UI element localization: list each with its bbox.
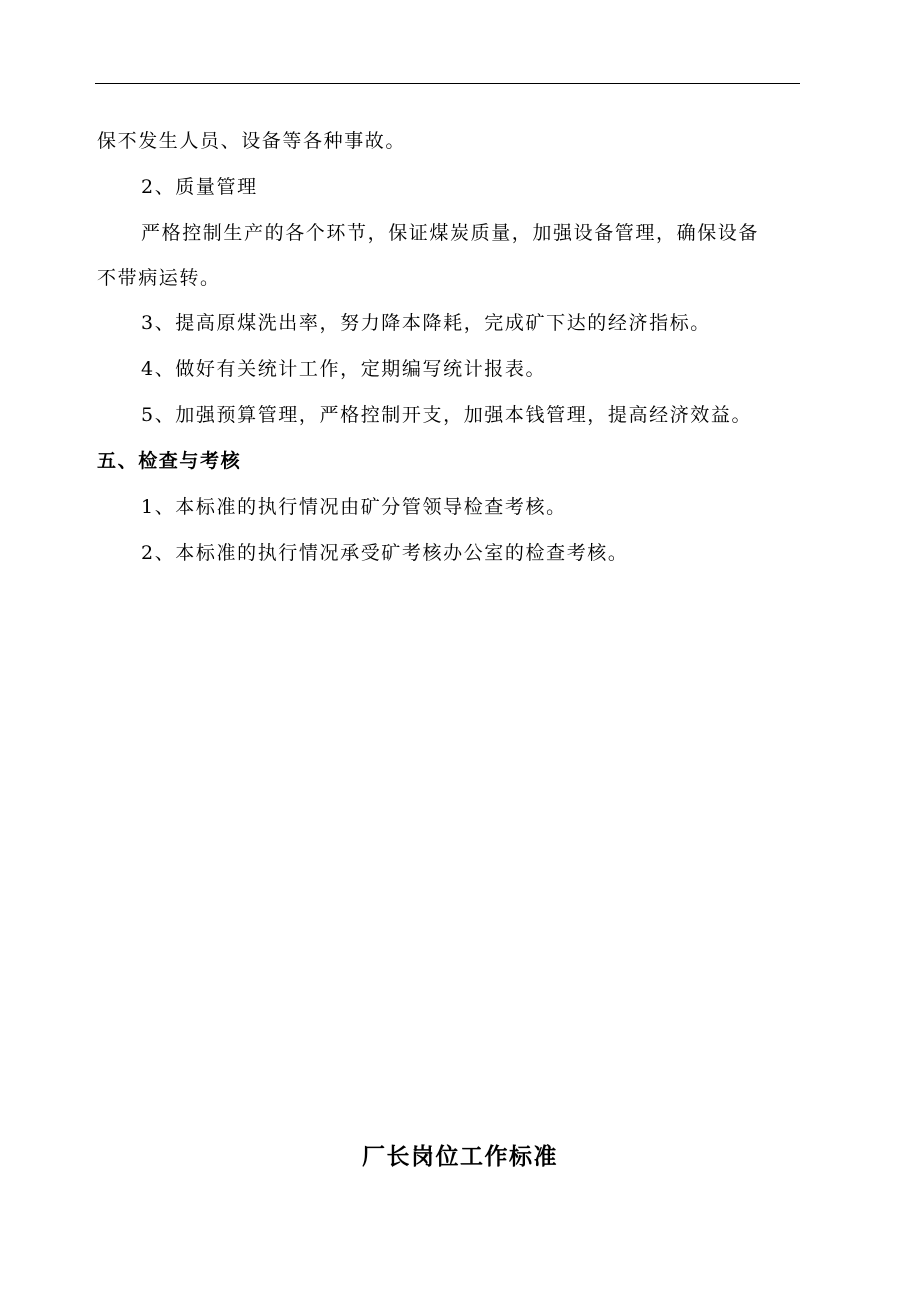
body-line-quality-control-cont: 不带病运转。 — [97, 267, 221, 289]
list-item-5: 5、加强预算管理，严格控制开支，加强本钱管理，提高经济效益。 — [141, 404, 753, 426]
header-rule — [95, 83, 800, 84]
list-item-3: 3、提高原煤洗出率，努力降本降耗，完成矿下达的经济指标。 — [141, 312, 711, 334]
section5-item-1: 1、本标准的执行情况由矿分管领导检查考核。 — [141, 496, 567, 518]
section5-item-2: 2、本标准的执行情况承受矿考核办公室的检查考核。 — [141, 542, 629, 564]
subheading-quality-management: 2、质量管理 — [141, 176, 258, 198]
body-line-continuation: 保不发生人员、设备等各种事故。 — [97, 130, 407, 152]
next-document-title: 厂长岗位工作标准 — [362, 1144, 558, 1170]
list-item-4: 4、做好有关统计工作，定期编写统计报表。 — [141, 358, 547, 380]
body-line-quality-control: 严格控制生产的各个环节，保证煤炭质量，加强设备管理，确保设备 — [141, 222, 760, 244]
section-heading-inspection: 五、检查与考核 — [97, 450, 242, 472]
document-body — [97, 118, 802, 576]
